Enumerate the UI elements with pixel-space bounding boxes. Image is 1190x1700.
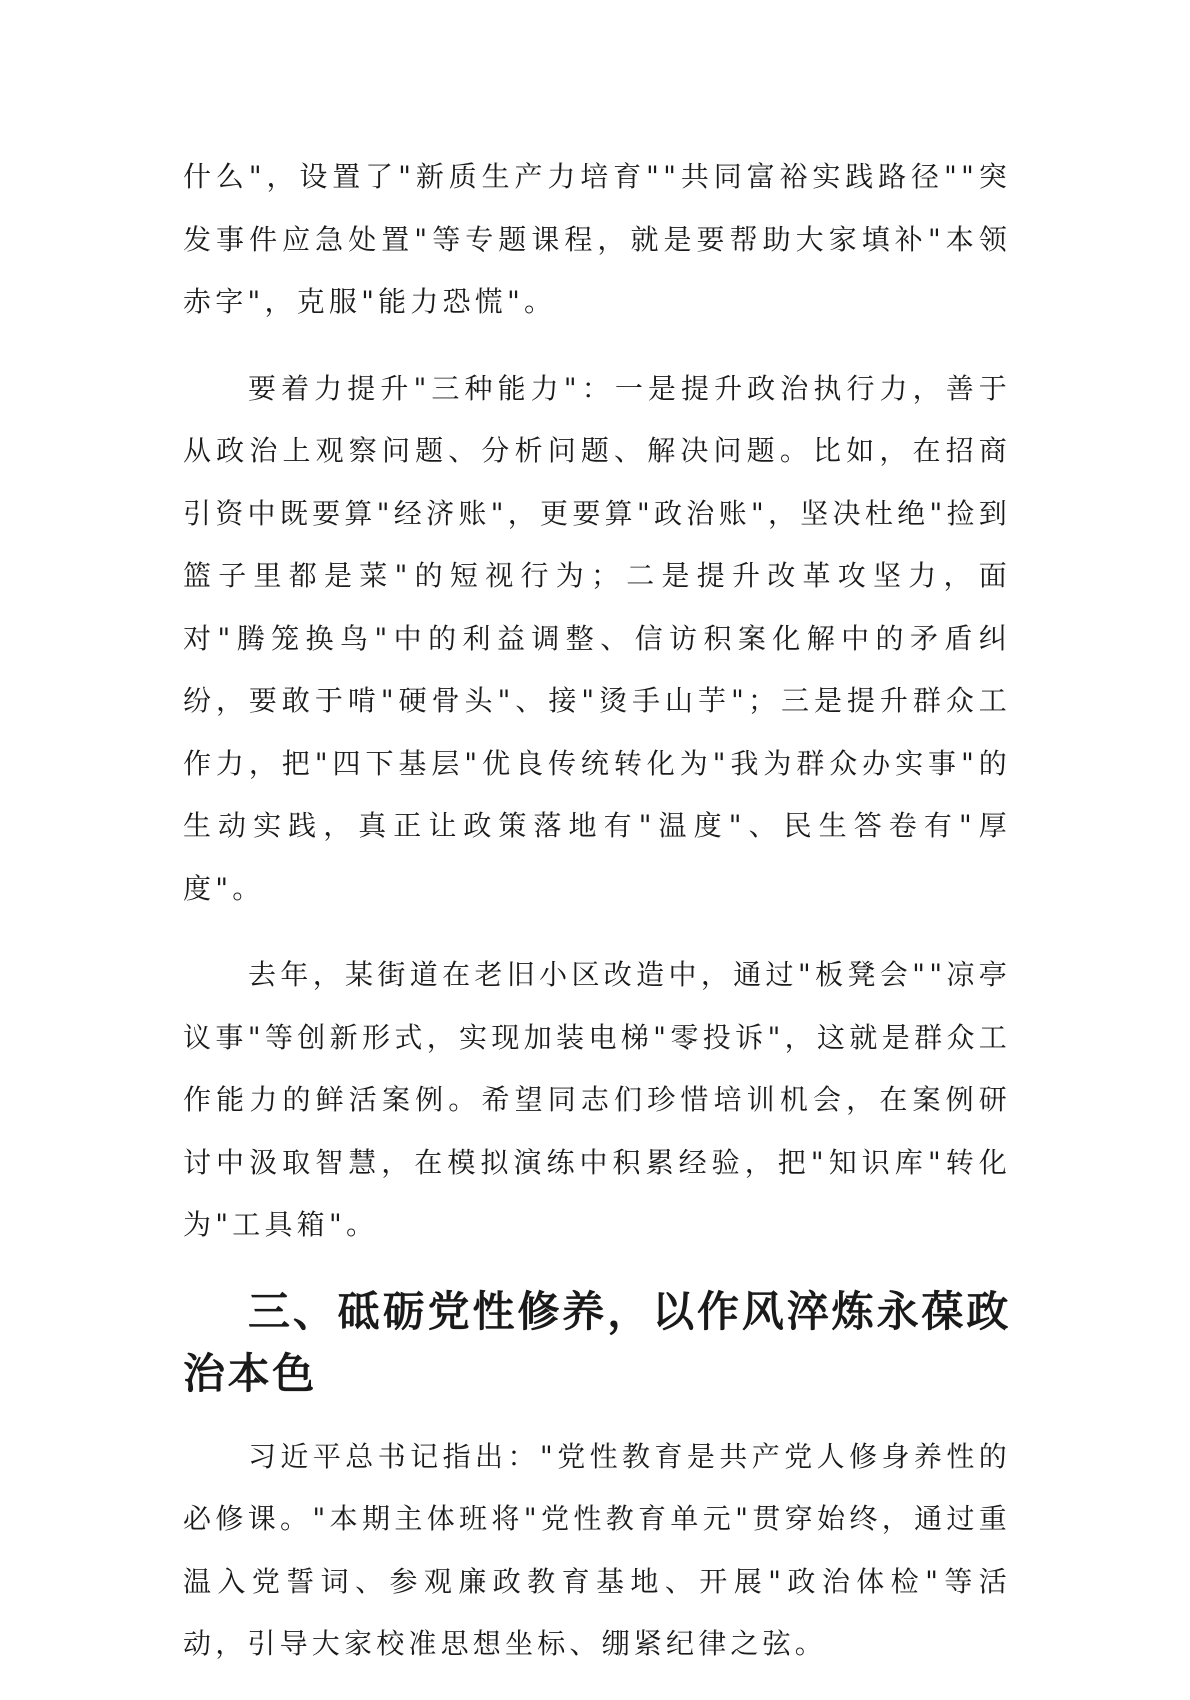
paragraph-party-spirit: 习近平总书记指出："党性教育是共产党人修身养性的必修课。"本期主体班将"党性教育单元"贯穿始终，通过重温入党誓词、参观廉政教育基地、开展"政治体检"等活动，引导大家校准思想坐标、绷紧纪律之弦。 [183, 1439, 1011, 1660]
paragraph-continued: 什么"，设置了"新质生产力培育""共同富裕实践路径""突发事件应急处置"等专题课程，就是要帮助大家填补"本领赤字"，克服"能力恐慌"。 [183, 160, 1011, 318]
document-body [183, 146, 1011, 1700]
paragraph-case-example: 去年，某街道在老旧小区改造中，通过"板凳会""凉亭议事"等创新形式，实现加装电梯"零投诉"，这就是群众工作能力的鲜活案例。希望同志们珍惜培训机会，在案例研讨中汲取智慧，在模拟演练中积累经验，把"知识库"转化为"工具箱"。 [183, 958, 1011, 1241]
paragraph-three-abilities: 要着力提升"三种能力"：一是提升政治执行力，善于从政治上观察问题、分析问题、解决问题。比如，在招商引资中既要算"经济账"，更要算"政治账"，坚决杜绝"捡到篮子里都是菜"的短视行为；二是提升改革攻坚力，面对"腾笼换鸟"中的利益调整、信访积案化解中的矛盾纠纷，要敢于啃"硬骨头"、接"烫手山芋"；三是提升群众工作力，把"四下基层"优良传统转化为"我为群众办实事"的生动实践，真正让政策落地有"温度"、民生答卷有"厚度"。 [183, 371, 1011, 905]
section-heading: 三、砥砺党性修养，以作风淬炼永葆政治本色 [183, 1286, 1011, 1398]
